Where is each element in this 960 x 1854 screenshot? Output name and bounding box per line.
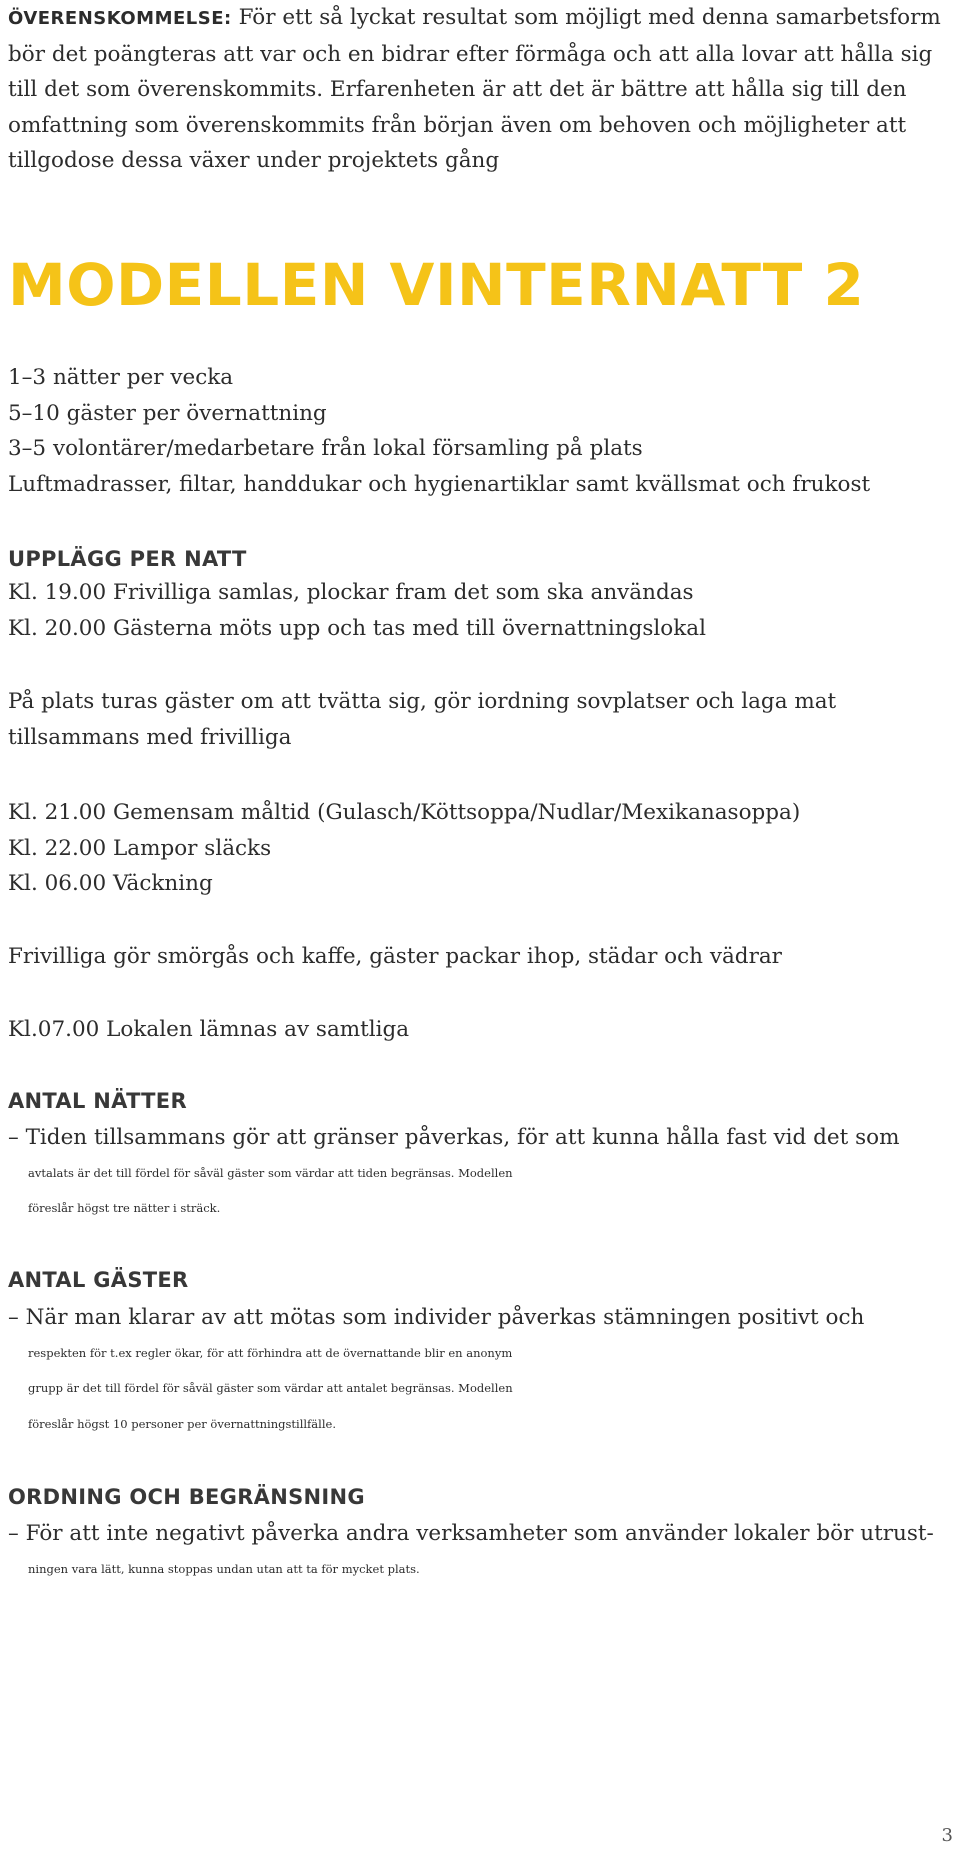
fact-item: 1–3 nätter per vecka: [8, 365, 234, 390]
antal-gaster-heading: ANTAL GÄSTER: [8, 1268, 189, 1292]
ordning-text: [8, 1516, 948, 1587]
antal-gaster-line-3: grupp är det till fördel för såväl gäster som värdar att antalet begränsas. Modellen: [28, 1381, 513, 1395]
antal-natter-line-1: – Tiden tillsammans gör att gränser påverkas, för att kunna hålla fast vid det som: [8, 1125, 900, 1150]
schedule-first: [8, 575, 948, 646]
ordning-heading: ORDNING OCH BEGRÄNSNING: [8, 1485, 365, 1509]
schedule-item: Kl. 22.00 Lampor släcks: [8, 835, 272, 861]
schedule-item: Kl. 19.00 Frivilliga samlas, plockar fram det som ska användas: [8, 580, 694, 605]
document-page: [8, 0, 953, 1849]
antal-gaster-line-1: – När man klarar av att mötas som individer påverkas stämningen positivt och: [8, 1305, 865, 1330]
antal-natter-text: [8, 1120, 948, 1227]
page-number: 3: [941, 1825, 953, 1846]
fact-item: 5–10 gäster per övernattning: [8, 400, 327, 426]
intro-text-1: För ett så lyckat resultat som möjligt med denna samarbetsform: [238, 5, 941, 30]
intro-line-4: omfattning som överenskommits från början även om behoven och möjligheter att: [8, 112, 907, 138]
page-title: MODELLEN VINTERNATT 2: [8, 251, 865, 319]
antal-natter-line-3: föreslår högst tre nätter i sträck.: [28, 1201, 221, 1215]
ordning-line-1: – För att inte negativt påverka andra verksamheter som använder lokaler bör utrust-: [8, 1521, 934, 1546]
intro-line-2: bör det poängteras att var och en bidrar efter förmåga och att alla lovar att hålla sig: [8, 41, 933, 67]
intro-line-1: [8, 0, 948, 37]
fact-item: Luftmadrasser, filtar, handdukar och hygienartiklar samt kvällsmat och frukost: [8, 471, 871, 497]
intro-lead: ÖVERENSKOMMELSE:: [8, 8, 232, 29]
leave-line: Kl.07.00 Lokalen lämnas av samtliga: [8, 1017, 410, 1042]
schedule-item: Kl. 06.00 Väckning: [8, 871, 213, 896]
onsite-paragraph: [8, 684, 948, 755]
antal-gaster-text: [8, 1300, 948, 1442]
intro-line-3: till det som överenskommits. Erfarenheten är att det är bättre att hålla sig till den: [8, 77, 907, 102]
fact-item: 3–5 volontärer/medarbetare från lokal församling på plats: [8, 436, 643, 461]
facts-list: [8, 360, 948, 502]
ordning-line-2: ningen vara lätt, kunna stoppas undan utan att ta för mycket plats.: [28, 1561, 420, 1576]
schedule-item: Kl. 21.00 Gemensam måltid (Gulasch/Köttsoppa/Nudlar/Mexikanasoppa): [8, 800, 801, 825]
onsite-line-2: tillsammans med frivilliga: [8, 724, 292, 750]
antal-natter-line-2: avtalats är det till fördel för såväl gäster som värdar att tiden begränsas. Modellen: [28, 1165, 513, 1180]
antal-gaster-line-2: respekten för t.ex regler ökar, för att förhindra att de övernattande blir en anonym: [28, 1345, 513, 1360]
intro-paragraph: [8, 0, 948, 179]
onsite-line-1: På plats turas gäster om att tvätta sig, gör iordning sovplatser och laga mat: [8, 689, 837, 714]
schedule-item: Kl. 20.00 Gästerna möts upp och tas med till övernattningslokal: [8, 615, 706, 641]
morning-paragraph: [8, 939, 948, 975]
morning-line: Frivilliga gör smörgås och kaffe, gäster packar ihop, städar och vädrar: [8, 944, 782, 969]
antal-gaster-line-4: föreslår högst 10 personer per övernattningstillfälle.: [28, 1416, 336, 1431]
intro-line-5: tillgodose dessa växer under projektets gång: [8, 148, 500, 173]
upplagg-heading: UPPLÄGG PER NATT: [8, 547, 247, 571]
leave-paragraph: [8, 1012, 948, 1048]
antal-natter-heading: ANTAL NÄTTER: [8, 1089, 187, 1113]
schedule-second: [8, 795, 948, 902]
